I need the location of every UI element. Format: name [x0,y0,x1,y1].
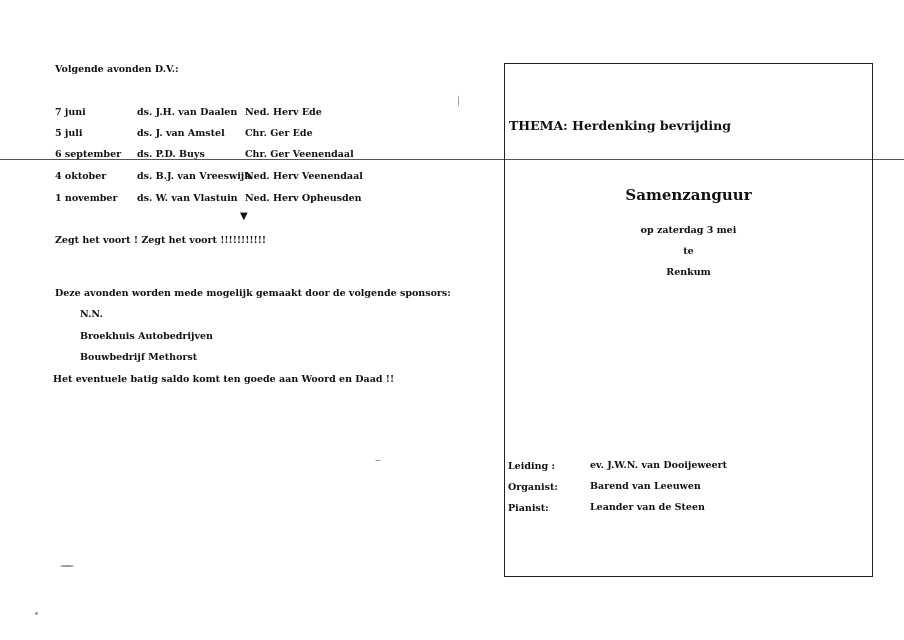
cursor-icon: ▼ [240,211,248,222]
event-date: op zaterdag 3 mei [640,225,737,236]
sponsor-item: Bouwbedrijf Methorst [80,352,198,363]
scan-noise [60,565,74,567]
credit-name: Barend van Leeuwen [590,481,701,492]
schedule-speaker: ds. J. van Amstel [137,128,225,139]
schedule-date: 6 september [55,149,122,160]
schedule-heading: Volgende avonden D.V.: [55,64,179,75]
sponsors-intro: Deze avonden worden mede mogelijk gemaakt door de volgende sponsors: [55,288,451,299]
closing-note: Het eventuele batig saldo komt ten goede aan Woord en Daad !! [53,374,395,385]
theme-label: THEMA: Herdenking bevrijding [509,118,731,133]
credit-role: Leiding : [508,461,555,472]
event-title: Samenzanguur [625,186,752,204]
schedule-speaker: ds. W. van Vlastuin [137,193,238,204]
event-te: te [683,246,694,257]
schedule-church: Ned. Herv Veenendaal [245,171,363,182]
schedule-date: 7 juni [55,107,86,118]
sponsor-item: N.N. [80,309,103,320]
credit-role: Organist: [508,482,558,493]
schedule-speaker: ds. J.H. van Daalen [137,107,238,118]
sponsor-item: Broekhuis Autobedrijven [80,331,213,342]
schedule-date: 5 juli [55,128,83,139]
schedule-church: Chr. Ger Veenendaal [245,149,354,160]
credit-role: Pianist: [508,503,549,514]
call-to-action: Zegt het voort ! Zegt het voort !!!!!!!!!!! [55,235,267,246]
event-place: Renkum [666,267,711,278]
schedule-church: Chr. Ger Ede [245,128,313,139]
scan-noise [35,612,38,615]
credit-name: ev. J.W.N. van Dooijeweert [590,460,728,471]
scan-noise [458,95,459,107]
schedule-date: 1 november [55,193,118,204]
program-box [504,63,873,577]
schedule-church: Ned. Herv Opheusden [245,193,362,204]
scan-noise [375,460,381,461]
schedule-church: Ned. Herv Ede [245,107,322,118]
credit-name: Leander van de Steen [590,502,705,513]
schedule-speaker: ds. P.D. Buys [137,149,205,160]
schedule-speaker: ds. B.J. van Vreeswijk [137,171,251,182]
schedule-date: 4 oktober [55,171,107,182]
